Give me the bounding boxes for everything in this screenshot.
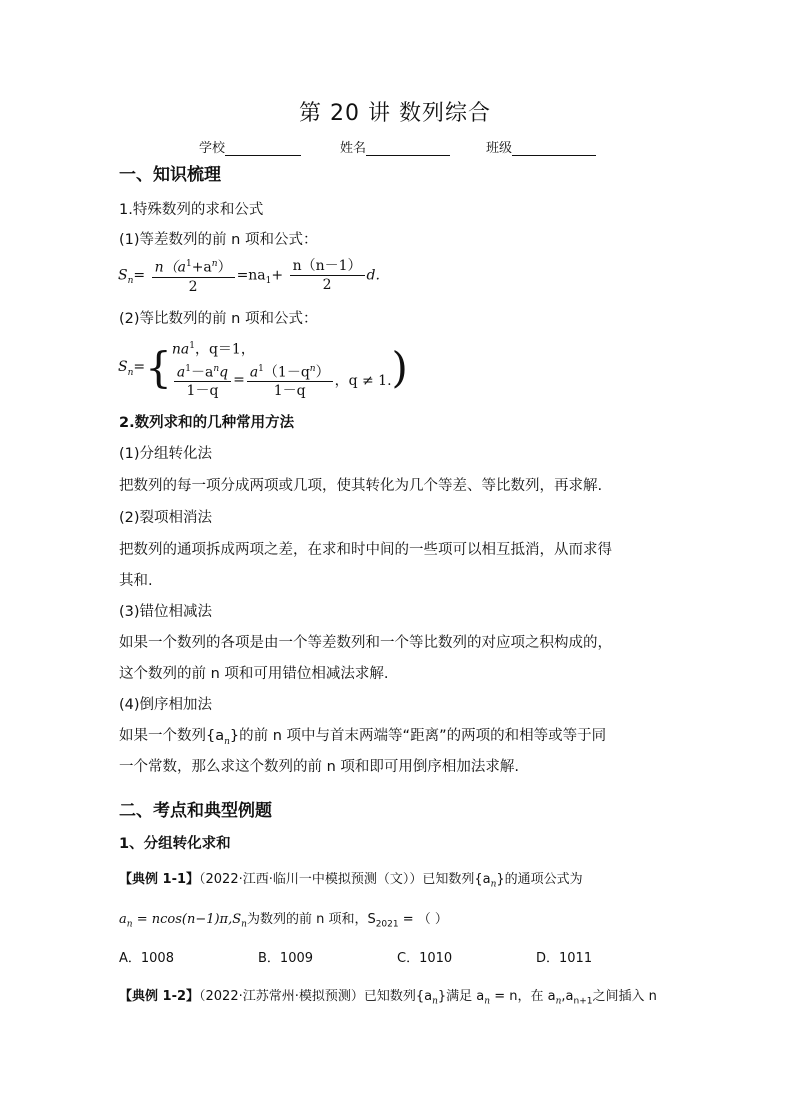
example-1-2: 【典例 1-2】（2022·江苏常州·模拟预测）已知数列$\{a_n\}$满足 $a_n = n$，在 $a_n,a_{n+1}$之间插入 n — [119, 989, 657, 1007]
subheading-group-sum: 1、分组转化求和 — [119, 836, 231, 852]
method-2-title: (2)裂项相消法 — [119, 510, 213, 526]
example-tag: 【典例 1-2】 — [119, 989, 200, 1004]
fraction: $\frac{n(n-1)}{2}$ — [290, 257, 365, 294]
method-1-title: (1)分组转化法 — [119, 446, 213, 462]
class-label: 班级 — [486, 141, 513, 156]
choice-b[interactable]: B．1009 — [258, 951, 314, 966]
example-tag: 【典例 1-1】 — [119, 872, 200, 887]
method-2-text-a: 把数列的通项拆成两项之差，在求和时中间的一些项可以相互抵消，从而求得 — [119, 542, 612, 558]
class-blank[interactable] — [512, 141, 596, 156]
right-brace: ) — [391, 343, 408, 393]
name-label: 姓名 — [340, 141, 367, 156]
name-field — [340, 137, 450, 156]
school-blank[interactable] — [225, 141, 301, 156]
left-brace: { — [145, 343, 172, 393]
example-1-1: 【典例 1-1】（2022·江西·临川一中模拟预测（文））已知数列$\{a_n\}$的通项公式为 — [119, 872, 583, 890]
choice-d[interactable]: D．1011 — [536, 951, 593, 966]
page-title: 第 20 讲 数列综合 — [299, 101, 491, 126]
method-3-title: (3)错位相减法 — [119, 604, 213, 620]
name-blank[interactable] — [366, 141, 450, 156]
item-geometric: (2)等比数列的前 n 项和公式： — [119, 311, 318, 327]
subheading-methods: 2.数列求和的几种常用方法 — [119, 415, 295, 431]
example-1-1-line2: $a_n = ncos(n-1)\pi,S_n$为数列的前 n 项和，$S_{2021}$ = （ ） — [119, 912, 448, 930]
school-field — [199, 137, 301, 156]
fraction: $\frac{n(a^1+a^n)}{2}$ — [152, 255, 235, 296]
school-label: 学校 — [199, 141, 226, 156]
method-3-text-a: 如果一个数列的各项是由一个等差数列和一个等比数列的对应项之积构成的， — [119, 635, 612, 651]
method-3-text-b: 这个数列的前 n 项和可用错位相减法求解. — [119, 666, 389, 682]
section-heading-1: 一、知识梳理 — [119, 165, 221, 185]
section-heading-2: 二、考点和典型例题 — [119, 801, 272, 821]
choice-a[interactable]: A．1008 — [119, 951, 174, 966]
subheading-sum-formulas: 1.特殊数列的求和公式 — [119, 202, 264, 218]
choice-c[interactable]: C．1010 — [397, 951, 453, 966]
method-2-text-b: 其和. — [119, 573, 153, 589]
method-1-text: 把数列的每一项分成两项或几项，使其转化为几个等差、等比数列，再求解. — [119, 478, 603, 494]
item-arithmetic: (1)等差数列的前 n 项和公式： — [119, 232, 318, 248]
method-4-title: (4)倒序相加法 — [119, 697, 213, 713]
method-4-text-a: 如果一个数列$\{a_n\}$的前 n 项中与首末两端等“距离”的两项的和相等或等于同 — [119, 728, 607, 747]
arithmetic-sum-formula: $S_n=$ $\frac{n(a^1+a^n)}{2}$ $=na_1+$ $\frac{n(n-1)}{2}$ d. — [118, 255, 380, 296]
class-field — [486, 137, 596, 156]
method-4-text-b: 一个常数，那么求这个数列的前 n 项和即可用倒序相加法求解. — [119, 759, 520, 775]
geometric-sum-formula: $S_n=$ { $na^1$，q＝1， $\frac{a^1-a^nq}{1-q}$ = $\frac{a^1(1-q^n)}{1-q}$ ，q ≠ 1. ) — [118, 341, 408, 400]
